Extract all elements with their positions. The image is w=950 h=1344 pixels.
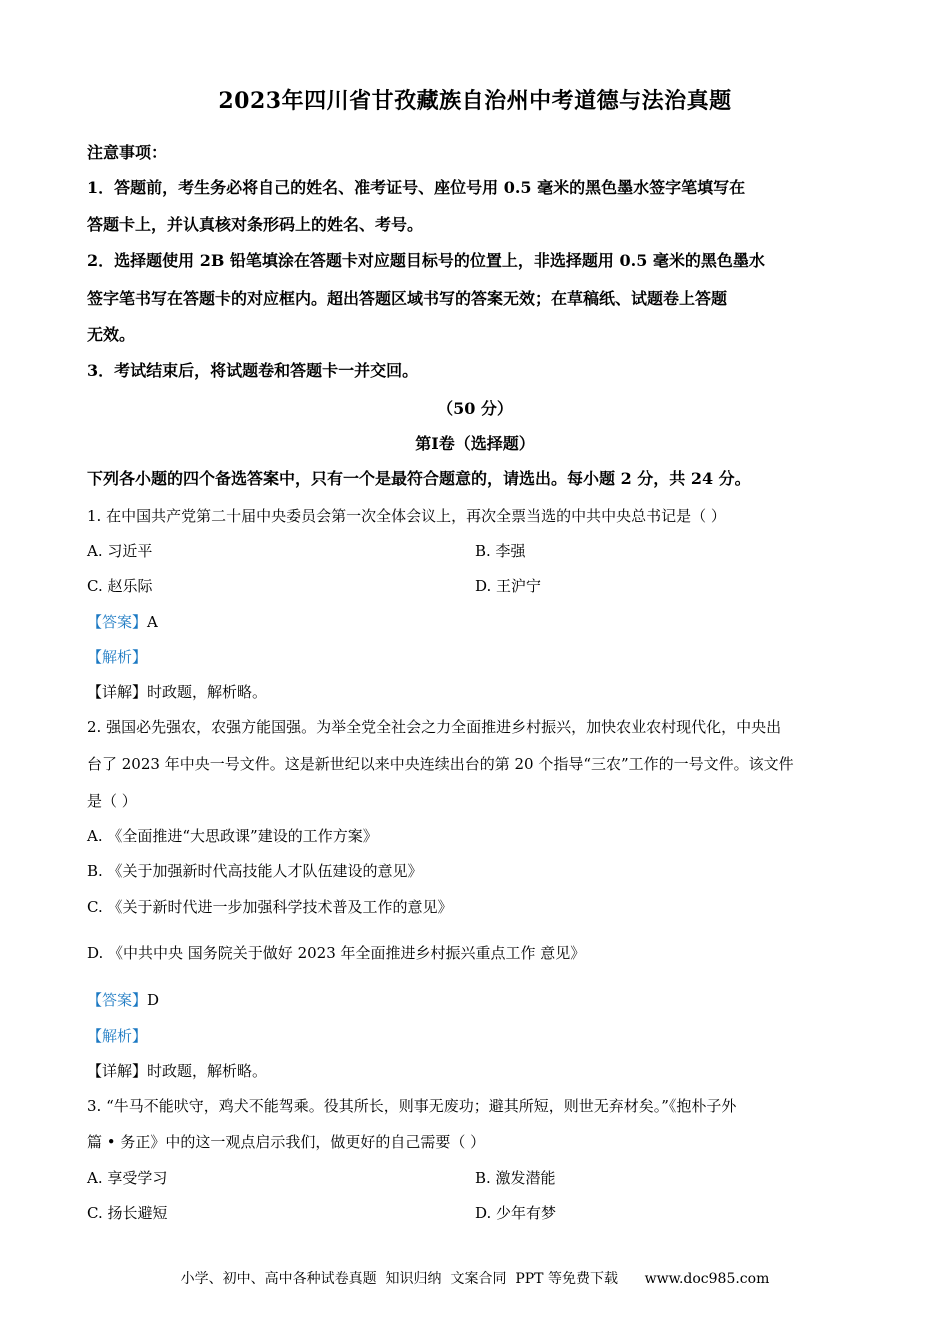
detail-line: 【详解】时政题，解析略。 <box>87 683 268 701</box>
question-text: 台了 2023 年中央一号文件。这是新世纪以来中央连续出台的第 20 个指导“三农”工作的一号文件。该文件 <box>87 755 794 773</box>
answer-line <box>87 611 877 633</box>
answer-tag: 【答案】 <box>87 613 148 631</box>
option-b: B. 《关于加强新时代高技能人才队伍建设的意见》 <box>87 862 423 880</box>
notice-line: 答题卡上，并认真核对条形码上的姓名、考号。 <box>87 215 424 234</box>
section-title: 第Ⅰ卷（选择题） <box>415 434 535 453</box>
analysis-tag: 【解析】 <box>87 648 148 666</box>
answer-value: A <box>147 613 158 631</box>
option-a: A. 享受学习 <box>87 1169 168 1187</box>
option-c: C. 赵乐际 <box>87 577 153 595</box>
option-b: B. 激发潜能 <box>475 1169 556 1187</box>
option-b: B. 李强 <box>475 542 526 560</box>
option-d: D. 《中共中央 国务院关于做好 2023 年全面推进乡村振兴重点工作 意见》 <box>87 944 586 962</box>
section-instruction: 下列各小题的四个备选答案中，只有一个是最符合题意的，请选出。每小题 2 分，共 24 分。 <box>87 469 751 488</box>
notice-line: 1．答题前，考生务必将自己的姓名、准考证号、座位号用 0.5 毫米的黑色墨水签字笔填写在 <box>87 178 746 197</box>
option-d: D. 少年有梦 <box>475 1204 557 1222</box>
notice-heading: 注意事项： <box>87 143 168 162</box>
detail-line: 【详解】时政题，解析略。 <box>87 1062 268 1080</box>
notice-line: 3．考试结束后，将试题卷和答题卡一并交回。 <box>87 361 419 380</box>
answer-value: D <box>147 991 160 1009</box>
score-label: （50 分） <box>437 399 513 418</box>
notice-line: 签字笔书写在答题卡的对应框内。超出答题区域书写的答案无效；在草稿纸、试题卷上答题 <box>87 289 728 308</box>
analysis-tag: 【解析】 <box>87 1027 148 1045</box>
question-text: 2. 强国必先强农，农强方能国强。为举全党全社会之力全面推进乡村振兴，加快农业农村现代化，中央出 <box>87 718 782 736</box>
answer-line <box>87 989 877 1011</box>
question-text: 3. “牛马不能吠守，鸡犬不能驾乘。役其所长，则事无废功；避其所短，则世无弃材矣。”《抱朴子外 <box>87 1097 737 1115</box>
question-text: 是（ ） <box>87 792 137 810</box>
page-footer: 小学、初中、高中各种试卷真题 知识归纳 文案合同 PPT 等免费下载 www.doc985.com <box>180 1271 770 1287</box>
notice-line: 2．选择题使用 2B 铅笔填涂在答题卡对应题目标号的位置上，非选择题用 0.5 毫米的黑色墨水 <box>87 251 765 270</box>
question-text: 篇 • 务正》中的这一观点启示我们，做更好的自己需要（ ） <box>87 1133 486 1151</box>
answer-tag: 【答案】 <box>87 991 148 1009</box>
option-c: C. 《关于新时代进一步加强科学技术普及工作的意见》 <box>87 898 453 916</box>
question-text: 1. 在中国共产党第二十届中央委员会第一次全体会议上，再次全票当选的中共中央总书记是（ ） <box>87 507 726 525</box>
notice-line: 无效。 <box>87 325 136 344</box>
option-c: C. 扬长避短 <box>87 1204 168 1222</box>
option-a: A. 习近平 <box>87 542 153 560</box>
page-title: 2023年四川省甘孜藏族自治州中考道德与法治真题 <box>218 88 732 114</box>
option-a: A. 《全面推进“大思政课”建设的工作方案》 <box>87 827 378 845</box>
option-d: D. 王沪宁 <box>475 577 542 595</box>
